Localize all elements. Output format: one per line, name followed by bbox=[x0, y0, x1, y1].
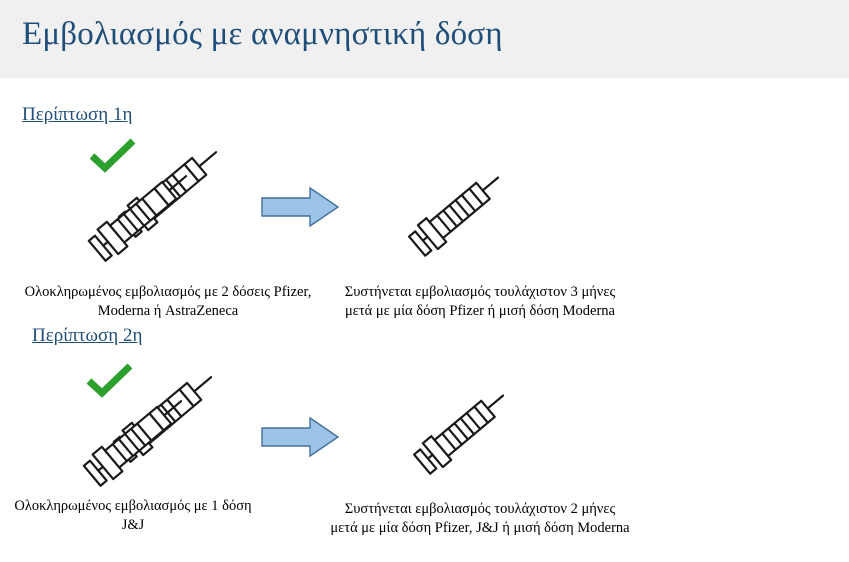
green-check-icon bbox=[88, 138, 138, 174]
case-1-single-syringe-graphic bbox=[395, 160, 515, 275]
case-1-check-graphic bbox=[88, 138, 138, 179]
right-arrow-icon bbox=[260, 185, 340, 229]
case-2-label: Περίπτωση 2η bbox=[32, 325, 143, 346]
page-title: Εμβολιασμός με αναμνηστική δόση bbox=[22, 16, 503, 52]
case-2-arrow-graphic bbox=[260, 415, 340, 464]
one-syringe-icon bbox=[395, 160, 515, 270]
case-2-right-caption: Συστήνεται εμβολιασμός τουλάχιστον 2 μήνες μετά με μία δόση Pfizer, J&J ή μισή δόση Moderna bbox=[330, 501, 630, 537]
case-2-two-syringes-graphic bbox=[55, 365, 235, 500]
case-1-right-caption: Συστήνεται εμβολιασμός τουλάχιστον 3 μήνες μετά με μία δόση Pfizer ή μισή δόση Moderna bbox=[344, 284, 616, 320]
case-2-left-caption: Ολοκληρωμένος εμβολιασμός με 1 δόση J&J bbox=[14, 498, 252, 534]
case-1-two-syringes-graphic bbox=[60, 140, 240, 275]
two-syringes-icon bbox=[55, 365, 235, 495]
case-1-arrow-graphic bbox=[260, 185, 340, 234]
one-syringe-icon bbox=[400, 378, 520, 488]
right-arrow-icon bbox=[260, 415, 340, 459]
case-2-check-graphic bbox=[85, 363, 135, 404]
case-1-label: Περίπτωση 1η bbox=[22, 104, 133, 125]
case-2-single-syringe-graphic bbox=[400, 378, 520, 493]
green-check-icon bbox=[85, 363, 135, 399]
two-syringes-icon bbox=[60, 140, 240, 270]
case-1-left-caption: Ολοκληρωμένος εμβολιασμός με 2 δόσεις Pfizer, Moderna ή AstraZeneca bbox=[24, 284, 312, 320]
